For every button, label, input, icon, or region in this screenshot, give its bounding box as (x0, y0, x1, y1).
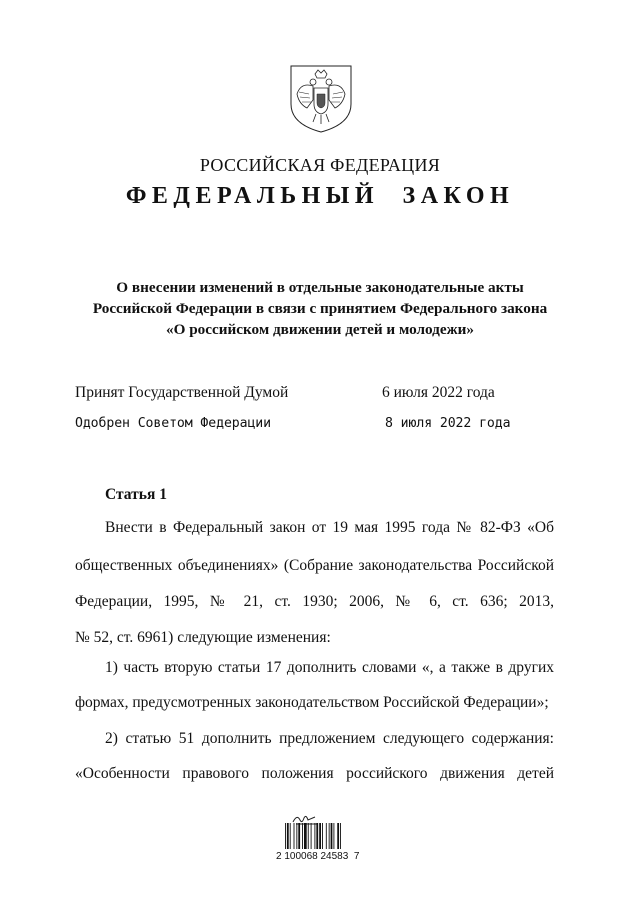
barcode-bar (326, 823, 327, 849)
barcode-bar (294, 823, 295, 849)
barcode-bar (304, 823, 307, 849)
article-text-line: Федерации, 1995, № 21, ст. 1930; 2006, № 6, ст. 636; 2013, (75, 593, 554, 610)
barcode-bar (329, 823, 330, 849)
double-headed-eagle-emblem-icon (289, 64, 353, 134)
country-name: РОССИЙСКАЯ ФЕДЕРАЦИЯ (199, 155, 441, 175)
barcode-bar (333, 823, 334, 849)
council-approval-date: 8 июля 2022 года (385, 416, 511, 431)
barcode-bar (308, 823, 309, 849)
barcode-bar (314, 823, 315, 849)
duma-adoption-date: 6 июля 2022 года (382, 384, 495, 401)
barcode-bar (296, 823, 297, 849)
law-title-line: О внесении изменений в отдельные законодательные акты (116, 279, 524, 296)
barcode-bar (337, 823, 339, 849)
duma-adoption-row (75, 384, 555, 406)
article-text-line: № 52, ст. 6961) следующие изменения: (75, 629, 331, 646)
council-approval-row (75, 416, 555, 438)
barcode-bar (340, 823, 341, 849)
barcode-bar (316, 823, 318, 849)
barcode (284, 823, 364, 849)
article-text-line: 1) часть вторую статьи 17 дополнить словами «, а также в других (105, 659, 554, 676)
document-type: ФЕДЕРАЛЬНЫЙ ЗАКОН (125, 183, 515, 209)
law-title (60, 277, 580, 340)
barcode-bar (298, 823, 300, 849)
barcode-bar (322, 823, 323, 849)
article-text-line: 2) статью 51 дополнить предложением следующего содержания: (105, 730, 554, 747)
law-title-line: «О российском движении детей и молодежи» (166, 321, 474, 338)
article-text-line: «Особенности правового положения российского движения детей (75, 765, 554, 782)
barcode-bar (290, 823, 291, 849)
barcode-bar (331, 823, 333, 849)
barcode-bar (285, 823, 286, 849)
barcode-bar (287, 823, 289, 849)
article-text-line: Внести в Федеральный закон от 19 мая 1995 года № 82-ФЗ «Об (105, 519, 554, 536)
article-text-line: формах, предусмотренных законодательством Российской Федерации»; (75, 694, 549, 711)
article-text-line: общественных объединениях» (Собрание законодательства Российской (75, 557, 554, 574)
barcode-bar (311, 823, 312, 849)
duma-adoption-label: Принят Государственной Думой (75, 384, 289, 401)
barcode-digits: 2 100068 24583 7 (276, 851, 360, 862)
article-heading: Статья 1 (105, 486, 167, 503)
law-title-line: Российской Федерации в связи с принятием Федерального закона (92, 300, 548, 317)
barcode-bar (319, 823, 321, 849)
barcode-bar (302, 823, 303, 849)
council-approval-label: Одобрен Советом Федерации (75, 416, 271, 431)
